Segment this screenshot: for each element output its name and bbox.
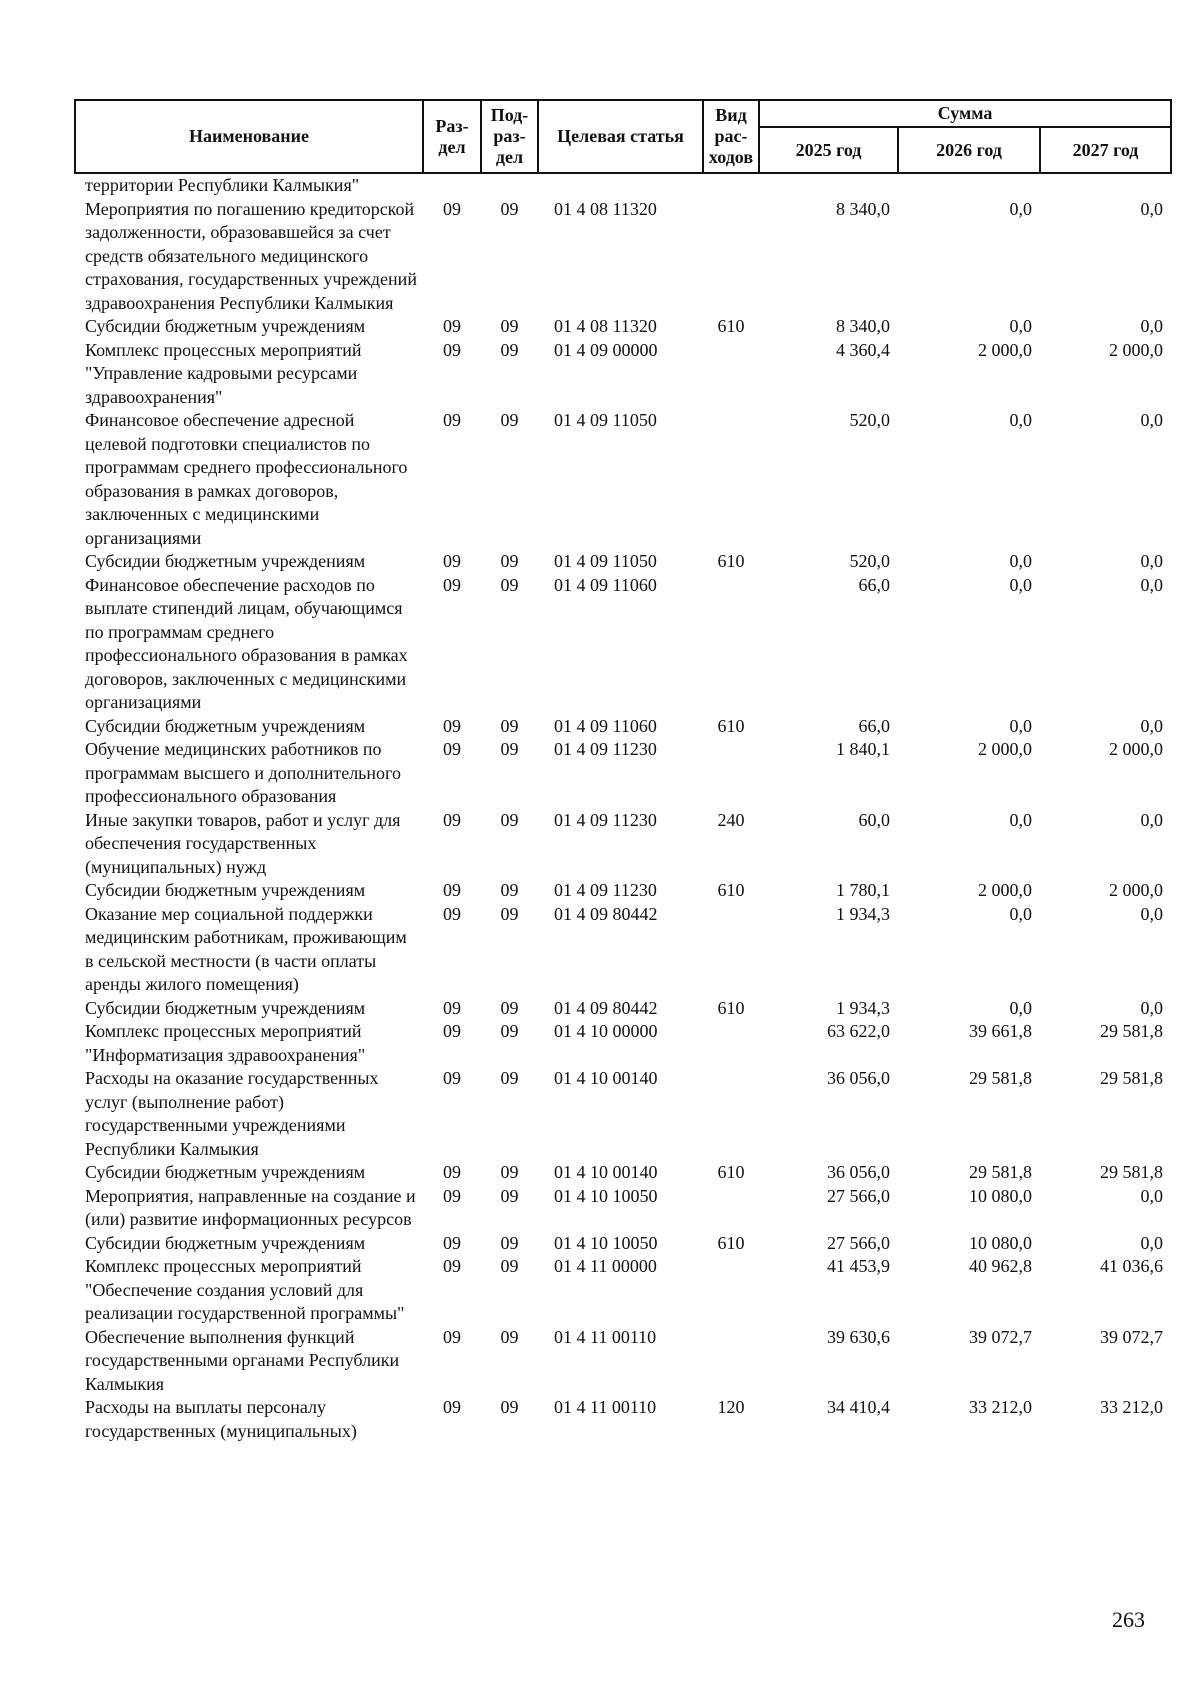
row-expense-type: [703, 574, 759, 715]
table-row: [75, 198, 1171, 316]
row-expense-type: [703, 198, 759, 316]
row-razdel: 09: [443, 316, 461, 336]
row-podrazdel: 09: [500, 1256, 519, 1276]
row-amount-2027: 0,0: [1140, 551, 1164, 571]
table-row: [75, 1185, 1171, 1232]
row-name: Комплекс процессных мероприятий "Управление кадровыми ресурсами здравоохранения": [85, 339, 362, 407]
row-amount-2026: 29 581,8: [969, 1068, 1032, 1088]
row-expense-type: [703, 339, 759, 410]
table-row: [75, 173, 1171, 198]
row-target-article: 01 4 10 00140: [554, 1068, 658, 1088]
row-amount-2027: 0,0: [1140, 574, 1164, 595]
table-row: [75, 1161, 1171, 1185]
row-amount-2027: 0,0: [1140, 997, 1164, 1018]
row-podrazdel: 09: [500, 880, 519, 900]
row-podrazdel: 09: [500, 1185, 519, 1206]
table-row: [75, 1232, 1171, 1256]
row-razdel: 09: [443, 1326, 461, 1347]
row-expense-type: [703, 903, 759, 997]
row-amount-2026: 0,0: [1009, 809, 1032, 830]
table-row: [75, 574, 1171, 715]
row-amount-2027: 0,0: [1140, 715, 1164, 736]
row-razdel: 09: [443, 1162, 461, 1182]
row-target-article: 01 4 09 11230: [554, 880, 657, 900]
table-row: [75, 997, 1171, 1021]
row-target-article: 01 4 09 11050: [554, 551, 657, 571]
row-amount-2025: 4 360,4: [836, 339, 890, 360]
row-expense-type: [703, 1185, 759, 1232]
row-razdel: 09: [443, 715, 461, 736]
table-row: [75, 879, 1171, 903]
row-razdel: 09: [443, 574, 461, 595]
row-podrazdel: 09: [500, 339, 519, 360]
row-amount-2026: 39 072,7: [969, 1326, 1032, 1347]
row-target-article: 01 4 09 11050: [554, 410, 657, 430]
row-target-article: 01 4 11 00110: [554, 1326, 657, 1347]
row-amount-2027: 0,0: [1140, 1232, 1164, 1253]
row-amount-2026: 0,0: [1009, 410, 1032, 430]
row-expense-type: 610: [717, 1162, 745, 1182]
table-row: [75, 1396, 1171, 1443]
page-number: 263: [1112, 1607, 1145, 1632]
row-amount-2026: 2 000,0: [978, 739, 1032, 759]
row-name: Субсидии бюджетным учреждениям: [85, 316, 366, 336]
row-expense-type: [703, 1255, 759, 1326]
row-target-article: 01 4 10 00000: [554, 1021, 658, 1041]
row-target-article: [538, 173, 703, 198]
row-amount-2027: 0,0: [1140, 1185, 1164, 1206]
table-row: [75, 1326, 1171, 1397]
header-2025: 2025 год: [759, 127, 898, 173]
row-amount-2026: 0,0: [1009, 903, 1032, 924]
row-amount-2025: 520,0: [849, 410, 890, 430]
budget-table: [74, 99, 1172, 1443]
row-amount-2027: 0,0: [1140, 198, 1164, 219]
header-target: Целевая статья: [538, 100, 703, 173]
row-name: Финансовое обеспечение расходов по выплате стипендий лицам, обучающимся по программам среднего профессионального образования в рамках договоров, заключенных с медицинскими организациями: [85, 574, 408, 712]
row-amount-2026: 0,0: [1009, 198, 1032, 219]
row-name: Комплекс процессных мероприятий "Информатизация здравоохранения": [85, 1021, 366, 1065]
row-podrazdel: 09: [500, 1232, 519, 1253]
row-amount-2027: 39 072,7: [1100, 1326, 1164, 1347]
table-row: [75, 315, 1171, 339]
row-target-article: 01 4 09 11060: [554, 574, 657, 595]
header-name: Наименование: [75, 100, 423, 173]
row-expense-type: 610: [717, 1232, 745, 1253]
row-razdel: 09: [443, 997, 461, 1018]
row-target-article: 01 4 09 11230: [554, 809, 657, 830]
document-page: [74, 99, 1170, 1443]
row-name: Мероприятия, направленные на создание и (или) развитие информационных ресурсов: [85, 1185, 416, 1229]
row-amount-2026: 0,0: [1009, 715, 1032, 736]
row-amount-2026: 2 000,0: [978, 339, 1032, 360]
row-podrazdel: 09: [500, 1021, 519, 1041]
header-razdel: Раз-дел: [423, 100, 481, 173]
row-amount-2025: 1 934,3: [836, 903, 890, 924]
row-amount-2026: 0,0: [1009, 997, 1032, 1018]
row-amount-2025: 60,0: [858, 809, 890, 830]
row-razdel: 09: [443, 1068, 461, 1088]
table-row: [75, 715, 1171, 739]
row-expense-type: [703, 1067, 759, 1161]
row-podrazdel: 09: [500, 903, 519, 924]
row-name: Субсидии бюджетным учреждениям: [85, 1232, 366, 1253]
row-podrazdel: 09: [500, 1397, 519, 1417]
table-row: [75, 409, 1171, 550]
row-amount-2025: 8 340,0: [836, 198, 890, 219]
row-name: Обеспечение выполнения функций государственными органами Республики Калмыкия: [85, 1326, 400, 1394]
header-podrazdel: Под-раз-дел: [481, 100, 538, 173]
row-podrazdel: 09: [500, 574, 519, 595]
row-expense-type: 610: [717, 551, 745, 571]
row-name: Обучение медицинских работников по программам высшего и дополнительного профессионального образования: [85, 739, 401, 806]
row-amount-2025: 27 566,0: [827, 1232, 890, 1253]
table-header: [75, 100, 1171, 173]
row-target-article: 01 4 08 11320: [554, 198, 657, 219]
row-name: Расходы на выплаты персоналу государственных (муниципальных): [85, 1397, 357, 1441]
row-podrazdel: 09: [500, 1162, 519, 1182]
table-body: [75, 173, 1171, 1443]
row-target-article: 01 4 09 11060: [554, 715, 657, 736]
row-amount-2026: 0,0: [1009, 551, 1032, 571]
row-amount-2027: 0,0: [1140, 316, 1164, 336]
row-amount-2026: [898, 173, 1040, 198]
row-podrazdel: 09: [500, 551, 519, 571]
row-target-article: 01 4 11 00000: [554, 1256, 657, 1276]
row-podrazdel: 09: [500, 1326, 519, 1347]
row-amount-2025: [759, 173, 898, 198]
row-razdel: 09: [443, 739, 461, 759]
row-expense-type: 610: [717, 880, 745, 900]
row-amount-2025: 63 622,0: [827, 1021, 890, 1041]
row-amount-2025: 36 056,0: [827, 1068, 890, 1088]
row-expense-type: [703, 173, 759, 198]
row-podrazdel: 09: [500, 1068, 519, 1088]
row-name: Расходы на оказание государственных услуг (выполнение работ) государственными учреждениями Республики Калмыкия: [85, 1068, 379, 1159]
row-amount-2027: 41 036,6: [1100, 1256, 1164, 1276]
row-target-article: 01 4 10 10050: [554, 1232, 658, 1253]
row-amount-2025: 8 340,0: [836, 316, 890, 336]
row-razdel: 09: [443, 903, 461, 924]
row-target-article: 01 4 11 00110: [554, 1397, 657, 1417]
row-name: Мероприятия по погашению кредиторской задолженности, образовавшейся за счет средств обязательного медицинского страхования, государственных учреждений здравоохранения Республики Калмыкия: [85, 198, 417, 313]
row-razdel: 09: [443, 410, 461, 430]
row-name: Субсидии бюджетным учреждениям: [85, 551, 366, 571]
row-podrazdel: 09: [500, 809, 519, 830]
row-razdel: 09: [443, 339, 461, 360]
row-podrazdel: 09: [500, 316, 519, 336]
row-amount-2025: 34 410,4: [827, 1397, 890, 1417]
header-2027: 2027 год: [1040, 127, 1171, 173]
row-amount-2025: 41 453,9: [827, 1256, 890, 1276]
row-amount-2027: 2 000,0: [1109, 339, 1164, 360]
row-amount-2025: 27 566,0: [827, 1185, 890, 1206]
row-razdel: [423, 173, 481, 198]
table-row: [75, 1020, 1171, 1067]
row-target-article: 01 4 09 11230: [554, 739, 657, 759]
row-name: территории Республики Калмыкия": [85, 175, 360, 195]
table-row: [75, 550, 1171, 574]
row-razdel: 09: [443, 809, 461, 830]
row-podrazdel: 09: [500, 715, 519, 736]
row-expense-type: 120: [717, 1397, 745, 1417]
row-target-article: 01 4 10 10050: [554, 1185, 658, 1206]
row-razdel: 09: [443, 1185, 461, 1206]
row-name: Иные закупки товаров, работ и услуг для обеспечения государственных (муниципальных) нужд: [85, 809, 401, 877]
row-amount-2025: 1 840,1: [836, 739, 890, 759]
row-target-article: 01 4 09 80442: [554, 903, 658, 924]
row-amount-2025: 36 056,0: [827, 1162, 890, 1182]
row-razdel: 09: [443, 198, 461, 219]
row-name: Оказание мер социальной поддержки медицинским работникам, проживающим в сельской местности (в части оплаты аренды жилого помещения): [85, 903, 407, 994]
row-razdel: 09: [443, 880, 461, 900]
row-amount-2027: 2 000,0: [1109, 880, 1164, 900]
row-target-article: 01 4 09 80442: [554, 997, 658, 1018]
row-expense-type: [703, 1326, 759, 1397]
row-name: Субсидии бюджетным учреждениям: [85, 997, 366, 1018]
row-name: Субсидии бюджетным учреждениям: [85, 880, 366, 900]
row-amount-2025: 39 630,6: [827, 1326, 890, 1347]
row-expense-type: 610: [717, 715, 745, 736]
row-amount-2025: 66,0: [858, 715, 890, 736]
table-row: [75, 1067, 1171, 1161]
row-razdel: 09: [443, 1397, 461, 1417]
header-sum: Сумма: [759, 100, 1171, 127]
row-amount-2026: 33 212,0: [969, 1397, 1032, 1417]
table-row: [75, 903, 1171, 997]
row-expense-type: [703, 409, 759, 550]
row-target-article: 01 4 10 00140: [554, 1162, 658, 1182]
row-amount-2027: 33 212,0: [1100, 1397, 1164, 1417]
row-podrazdel: 09: [500, 739, 519, 759]
row-expense-type: 610: [717, 316, 745, 336]
table-row: [75, 1255, 1171, 1326]
row-amount-2027: 0,0: [1140, 809, 1164, 830]
row-podrazdel: [481, 173, 538, 198]
row-razdel: 09: [443, 551, 461, 571]
row-name: Финансовое обеспечение адресной целевой подготовки специалистов по программам среднего профессионального образования в рамках договоров, заключенных с медицинскими организациями: [85, 410, 408, 548]
row-target-article: 01 4 09 00000: [554, 339, 658, 360]
row-name: Комплекс процессных мероприятий "Обеспечение создания условий для реализации государственной программы": [85, 1256, 405, 1323]
header-vid: Вид рас-ходов: [703, 100, 759, 173]
row-amount-2026: 39 661,8: [969, 1021, 1032, 1041]
row-amount-2026: 40 962,8: [969, 1256, 1032, 1276]
row-amount-2027: 29 581,8: [1100, 1068, 1164, 1088]
row-expense-type: [703, 738, 759, 809]
row-amount-2027: 0,0: [1140, 903, 1164, 924]
row-razdel: 09: [443, 1232, 461, 1253]
row-name: Субсидии бюджетным учреждениям: [85, 1162, 366, 1182]
row-expense-type: 610: [717, 997, 745, 1018]
row-amount-2025: 1 934,3: [836, 997, 890, 1018]
row-amount-2027: [1040, 173, 1171, 198]
row-amount-2027: 0,0: [1140, 410, 1164, 430]
row-amount-2027: 29 581,8: [1100, 1162, 1164, 1182]
row-amount-2025: 1 780,1: [836, 880, 890, 900]
row-target-article: 01 4 08 11320: [554, 316, 657, 336]
header-2026: 2026 год: [898, 127, 1040, 173]
row-podrazdel: 09: [500, 997, 519, 1018]
row-podrazdel: 09: [500, 410, 519, 430]
row-amount-2026: 2 000,0: [978, 880, 1032, 900]
row-razdel: 09: [443, 1021, 461, 1041]
row-amount-2026: 29 581,8: [969, 1162, 1032, 1182]
row-podrazdel: 09: [500, 198, 519, 219]
row-amount-2026: 10 080,0: [969, 1232, 1032, 1253]
row-amount-2025: 520,0: [849, 551, 890, 571]
row-amount-2027: 2 000,0: [1109, 739, 1164, 759]
row-razdel: 09: [443, 1256, 461, 1276]
table-row: [75, 339, 1171, 410]
table-row: [75, 738, 1171, 809]
row-amount-2026: 0,0: [1009, 574, 1032, 595]
table-row: [75, 809, 1171, 880]
row-name: Субсидии бюджетным учреждениям: [85, 715, 366, 736]
row-amount-2026: 10 080,0: [969, 1185, 1032, 1206]
row-expense-type: [703, 1020, 759, 1067]
row-expense-type: 240: [717, 809, 745, 830]
row-amount-2025: 66,0: [858, 574, 890, 595]
row-amount-2026: 0,0: [1009, 316, 1032, 336]
row-amount-2027: 29 581,8: [1100, 1021, 1164, 1041]
